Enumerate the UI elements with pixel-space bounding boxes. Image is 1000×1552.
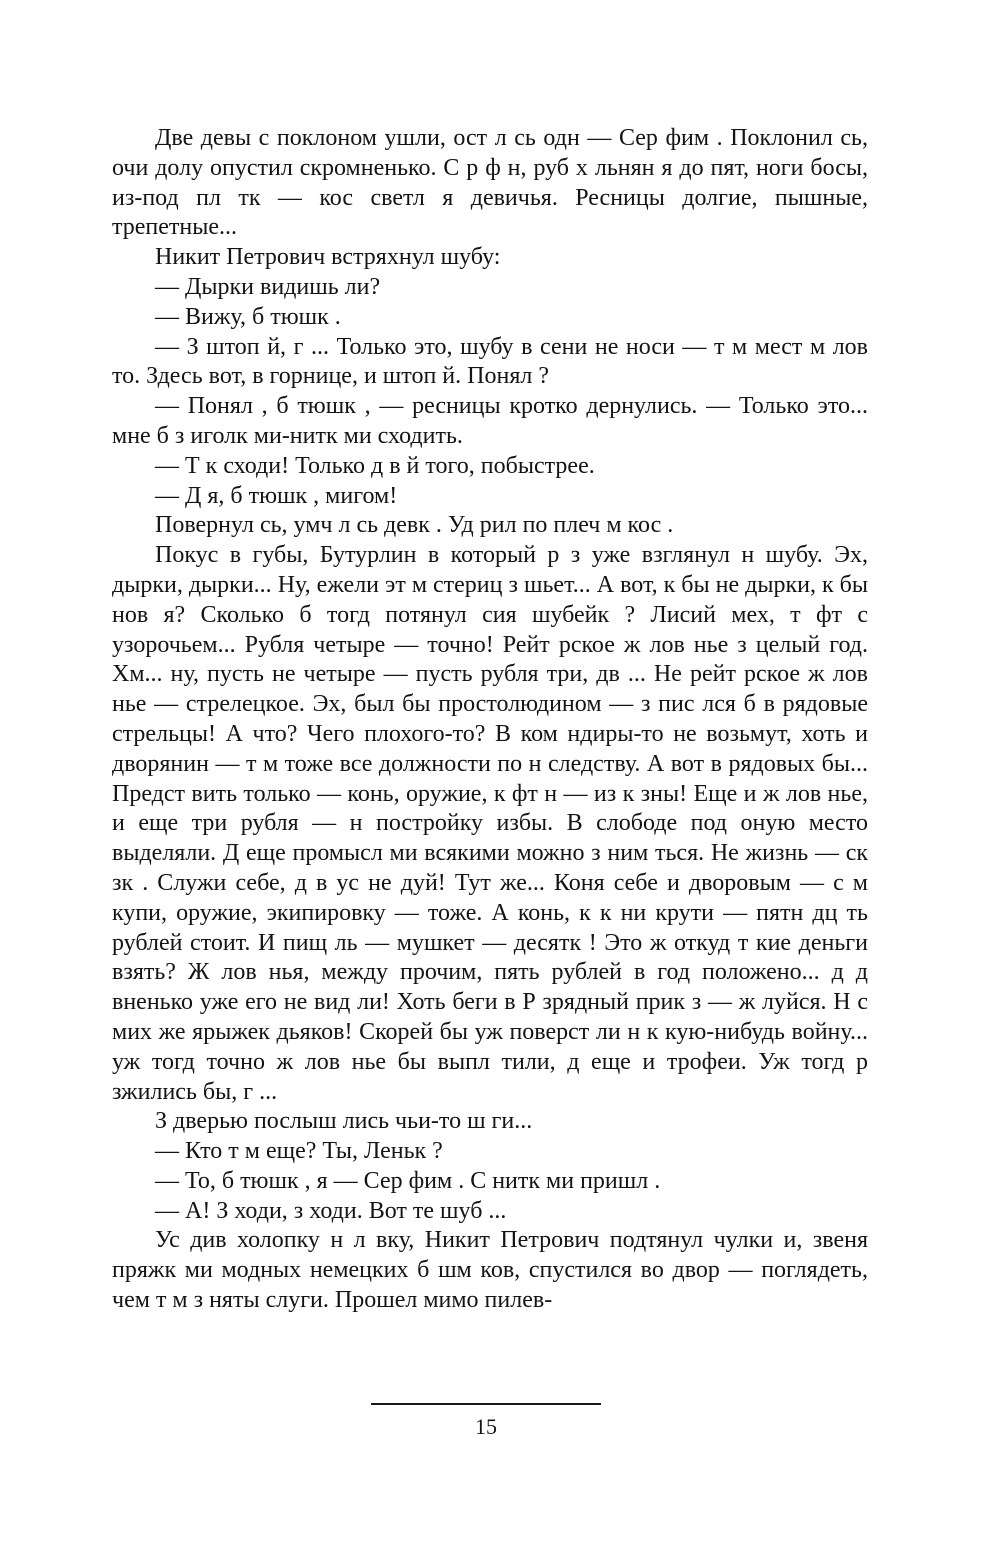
paragraph: Ус див холопку н л вку, Никит Петрович подтянул чулки и, звеня пряжк ми модных немецких б шм ков, спустился во двор — поглядеть, чем т м з няты слуги. Прошел мимо пилев-: [112, 1227, 868, 1314]
dialogue-line: — Понял , б тюшк , — ресницы кротко дернулись. — Только это... мне б з иголк ми-нитк ми сходить.: [112, 393, 868, 449]
footer-rule: [371, 1403, 601, 1405]
dialogue-line: — Д я, б тюшк , мигом!: [155, 482, 398, 509]
dialogue-line: — То, б тюшк , я — Сер фим . С нитк ми пришл .: [155, 1167, 661, 1194]
body-text: [112, 124, 868, 1316]
dialogue-line: — Дырки видишь ли?: [155, 273, 381, 300]
page-number: 15: [475, 1414, 497, 1439]
dialogue-line: — Кто т м еще? Ты, Леньк ?: [155, 1138, 443, 1165]
paragraph: З дверью послыш лись чьи-то ш ги...: [155, 1108, 533, 1135]
dialogue-line: — Вижу, б тюшк .: [155, 303, 341, 330]
paragraph: Повернул сь, умч л сь девк . Уд рил по плеч м кос .: [155, 512, 674, 539]
paragraph: Две девы с поклоном ушли, ост л сь одн — Сер фим . Поклонил сь, очи долу опустил скромненько. С р ф н, руб х льнян я до пят, ноги босы, из-под пл тк — кос светл я девичья. Ресницы долгие, пышные, трепетные...: [112, 125, 868, 241]
dialogue-line: — А! З ходи, з ходи. Вот те шуб ...: [155, 1197, 507, 1224]
dialogue-line: — З штоп й, г ... Только это, шубу в сени не носи — т м мест м лов то. Здесь вот, в горнице, и штоп й. Понял ?: [112, 333, 868, 390]
paragraph: Никит Петрович встряхнул шубу:: [155, 244, 501, 271]
dialogue-line: — Т к сходи! Только д в й того, побыстрее.: [155, 452, 595, 479]
paragraph: Покус в губы, Бутурлин в который р з уже взглянул н шубу. Эх, дырки, дырки... Ну, ежели эт м стериц з шьет... А вот, к бы не дырки, к бы нов я? Сколько б тогд потянул сия шубейк ? Лисий мех, т фт с узорочьем... Рубля четыре — точно! Рейт рское ж лов нье з целый год. Хм... ну, пусть не четыре — пусть рубля три, дв ... Не рейт рское ж лов нье — стрелецкое. Эх, был бы простолюдином — з пис лся б в рядовые стрельцы! А что? Чего плохого-то? В ком ндиры-то не возьмут, хоть и дворянин — т м тоже все должности по н следству. А вот в рядовых бы... Предст вить только — конь, оружие, к фт н — из к зны! Еще и ж лов нье, и еще три рубля — н постройку избы. В слободе под оную место выделяли. Д еще промысл ми всякими можно з ним ться. Не жизнь — ск зк . Служи себе, д в ус не дуй! Тут же... Коня себе и дворовым — с м купи, оружие, экипировку — тоже. А конь, к к ни крути — пятн дц ть рублей стоит. И пищ ль — мушкет — десятк ! Это ж откуд т кие деньги взять? Ж лов нья, между прочим, пять рублей в год положено... д д вненько уже его не вид ли! Хоть беги в Р зрядный прик з — ж луйся. Н с мих же ярыжек дьяков! Скорей бы уж поверст ли н к кую-нибудь войну... уж тогд точно ж лов нье бы выпл тили, д еще и трофеи. Уж тогд р зжились бы, г ...: [112, 542, 868, 1105]
